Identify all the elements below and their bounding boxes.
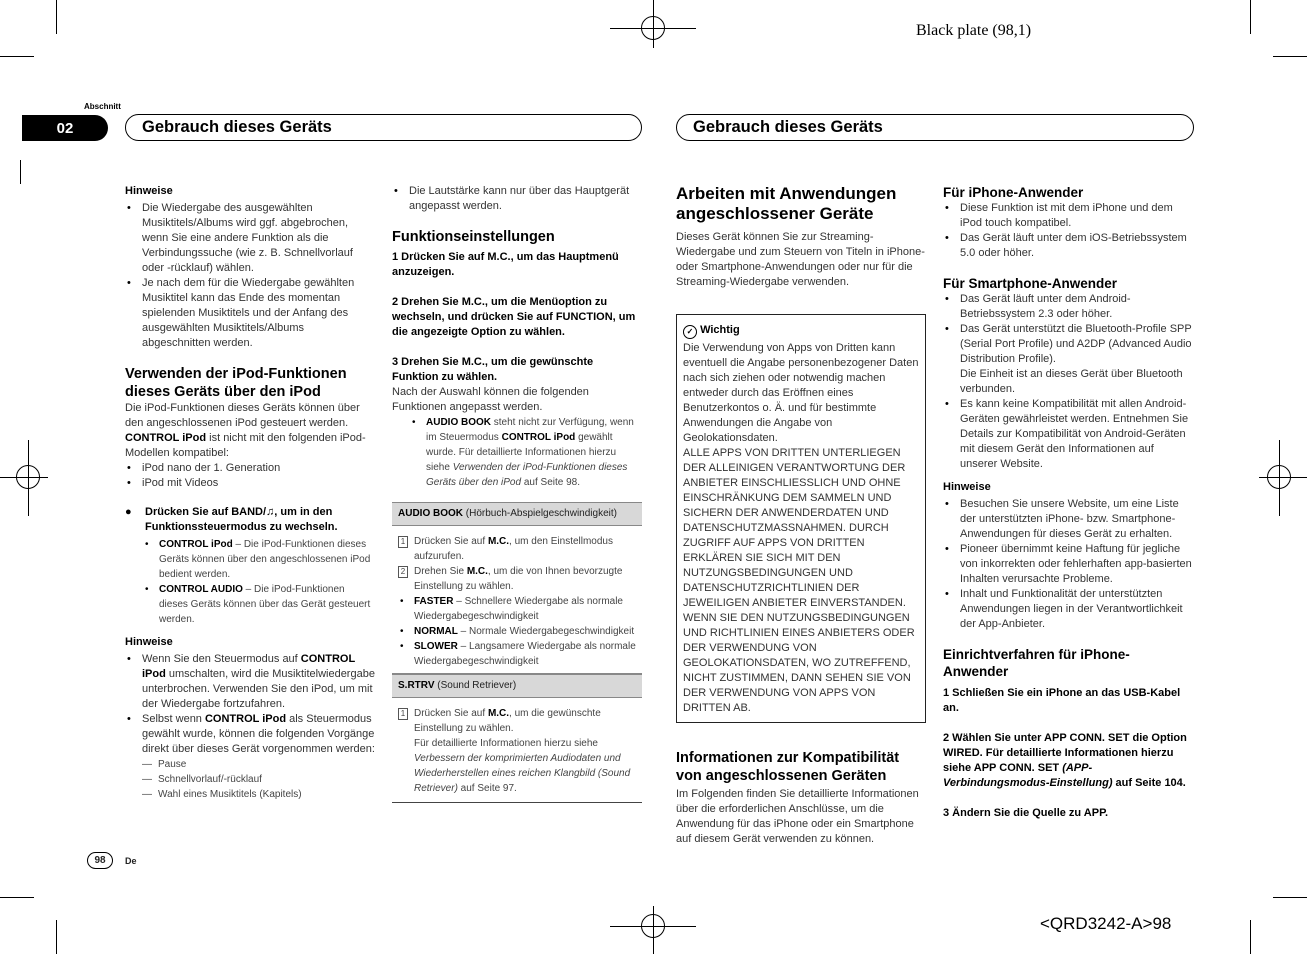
- list-item: • Es kann keine Kompatibilität mit allen Android-Geräten gewährleistet werden. Entnehmen Sie Details zur Kompatibilität von Android-Geräten mit diesem Gerät den Informationen auf unserer Website.: [943, 397, 1193, 472]
- crop-mark: [56, 920, 57, 954]
- list-item: • SLOWER – Langsamere Wiedergabe als normale Wiedergabegeschwindigkeit: [398, 639, 642, 669]
- crop-mark: [0, 897, 34, 898]
- hinweise-title: Hinweise: [125, 636, 173, 648]
- step-1: 1 Drücken Sie auf M.C., um das Hauptmenü anzuzeigen.: [392, 251, 619, 278]
- column-4: [943, 184, 1193, 821]
- compat-heading: Informationen zur Kompatibilität von angeschlossenen Geräten: [676, 750, 900, 784]
- list-item: • Diese Funktion ist mit dem iPhone und dem iPod touch kompatibel.: [943, 201, 1193, 231]
- audiobook-table-header: AUDIO BOOK (Hörbuch-Abspielgeschwindigkeit): [392, 502, 642, 526]
- hinweise-title: Hinweise: [943, 481, 991, 493]
- crop-mark: [1250, 920, 1251, 954]
- crop-mark: [56, 0, 57, 34]
- apps-paragraph: Dieses Gerät können Sie zur Streaming-Wiedergabe und zum Steuern von Titeln in iPhone- oder Smartphone-Anwendungen oder nur für die Streaming-Wiedergabe verwenden.: [676, 231, 925, 288]
- model-list: [125, 461, 375, 491]
- crop-mark: [0, 56, 34, 57]
- list-item: • NORMAL – Normale Wiedergabegeschwindigkeit: [398, 624, 642, 639]
- ipod-paragraph: Die iPod-Funktionen dieses Geräts können über den angeschlossenen iPod gesteuert werden.: [125, 402, 360, 429]
- list-item: — Pause: [142, 757, 375, 772]
- column-3: [676, 184, 926, 847]
- press-step: ● Drücken Sie auf BAND/♫, um in den Funktionssteuermodus zu wechseln.: [125, 506, 338, 533]
- setup-heading: Einrichtverfahren für iPhone-Anwender: [943, 647, 1130, 679]
- warning-icon: ✓: [683, 325, 697, 339]
- column-1: [125, 184, 375, 802]
- registration-line: [653, 0, 654, 48]
- list-item: • Das Gerät läuft unter dem iOS-Betriebssystem 5.0 oder höher.: [943, 231, 1193, 261]
- section-label: Abschnitt: [84, 102, 121, 111]
- list-item: — Schnellvorlauf/-rücklauf: [142, 772, 375, 787]
- table-row: 1 Drücken Sie auf M.C., um die gewünschte Einstellung zu wählen. Für detaillierte Informationen hierzu siehe Verbessern der komprimierten Audiodaten und Wiederherstellen eines reichen Klangbild (Sound Retriever) auf Seite 97.: [392, 706, 642, 796]
- compat-paragraph: Im Folgenden finden Sie detaillierte Informationen über die erforderlichen Anschlüsse, um die Anwendung für das iPhone oder ein Smartphone auf diesem Gerät verwenden zu können.: [676, 788, 919, 845]
- ipod-compat-paragraph: CONTROL iPod ist nicht mit den folgenden iPod-Modellen kompatibel:: [125, 432, 366, 459]
- list-item: — Wahl eines Musiktitels (Kapitels): [142, 787, 375, 802]
- plate-label: Black plate (98,1): [916, 22, 1032, 39]
- step-2: 2 Drehen Sie M.C., um die Menüoption zu wechseln, und drücken Sie auf FUNCTION, um die angezeigte Option zu wählen.: [392, 296, 636, 338]
- function-settings-heading: Funktionseinstellungen: [392, 229, 555, 245]
- list-item: • iPod nano der 1. Generation: [125, 461, 375, 476]
- ipod-heading: Verwenden der iPod-Funktionen dieses Geräts über den iPod: [125, 366, 347, 400]
- sound-retriever-table-body: [392, 698, 642, 803]
- list-item: • Das Gerät unterstützt die Bluetooth-Profile SPP (Serial Port Profile) und A2DP (Advanced Audio Distribution Profile). Die Einheit ist an dieses Gerät über Bluetooth verbunden.: [943, 322, 1193, 397]
- setup-step-2: 2 Wählen Sie unter APP CONN. SET die Option WIRED. Für detaillierte Informationen hierzu siehe APP CONN. SET (APP-Verbindungsmodus-Einstellung) auf Seite 104.: [943, 732, 1187, 789]
- registration-line: [1259, 477, 1307, 478]
- important-title: ✓ Wichtig: [683, 323, 919, 339]
- hinweise-list: [125, 652, 375, 757]
- list-item: • Die Wiedergabe des ausgewählten Musiktitels/Albums wird ggf. abgebrochen, wenn Sie eine andere Funktion als die Verbindungssuche (wie z. B. Schnellvorlauf oder -rücklauf) wählen.: [125, 201, 375, 276]
- speed-list: [392, 594, 642, 669]
- hinweise-list: [125, 201, 375, 351]
- audiobook-table-body: [392, 526, 642, 674]
- column-2: [392, 184, 642, 803]
- operation-list: [125, 757, 375, 802]
- registration-line: [1279, 440, 1280, 516]
- crop-mark: [20, 160, 21, 184]
- smartphone-list: [943, 292, 1193, 472]
- setup-step-1: 1 Schließen Sie ein iPhone an das USB-Kabel an.: [943, 687, 1181, 714]
- smartphone-heading: Für Smartphone-Anwender: [943, 276, 1118, 291]
- important-disclaimer: ALLE APPS VON DRITTEN UNTERLIEGEN DER ALLEINIGEN VERANTWORTUNG DER ANBIETER EINSCHLIESSLICH UND OHNE EINSCHRÄNKUNG DEM SAMMELN UND SICHERN DER ANWENDERDATEN UND DATENSCHUTZMASSNAHMEN. DURCH ZUGRIFF AUF APPS VON DRITTEN ERKLÄREN SIE SICH MIT DEN NUTZUNGSBEDINGUNGEN UND DATENSCHUTZRICHTLINIEN DER JEWEILIGEN ANBIETER EINVERSTANDEN. WENN SIE DEN NUTZUNGSBEDINGUNGEN UND RICHTLINIEN EINES ANBIETERS ODER DER VERWENDUNG VON GEOLOKATIONSDATEN, WO ZUTREFFEND, NICHT ZUSTIMMEN, DANN SEHEN SIE VON DER VERWENDUNG VON APPS VON DRITTEN AB.: [683, 447, 915, 714]
- hinweise-list: [943, 497, 1193, 632]
- table-row: 1 Drücken Sie auf M.C., um den Einstellmodus aufzurufen.: [392, 534, 642, 564]
- print-code: <QRD3242-A>98: [1040, 914, 1172, 933]
- registration-line: [0, 477, 48, 478]
- apps-heading: Arbeiten mit Anwendungen angeschlossener Geräte: [676, 184, 897, 223]
- list-item: • Pioneer übernimmt keine Haftung für jegliche von inkorrekten oder fehlerhaften app-basierten Inhalten verursachte Probleme.: [943, 542, 1193, 587]
- list-item: • Je nach dem für die Wiedergabe gewählten Musiktitel kann das Ende des momentan spielenden Musiktitels und der Anfang des ausgewählten Musiktitels/Albums abgeschnitten werden.: [125, 276, 375, 351]
- audiobook-note-list: [392, 415, 642, 490]
- volume-note-list: [392, 184, 642, 214]
- crop-mark: [1273, 56, 1307, 57]
- right-header-title: Gebrauch dieses Geräts: [676, 114, 1194, 141]
- sound-retriever-table-header: S.RTRV (Sound Retriever): [392, 674, 642, 698]
- crop-mark: [1273, 897, 1307, 898]
- list-item: • Besuchen Sie unsere Website, um eine Liste der unterstützten iPhone- bzw. Smartphone-Anwendungen für dieses Gerät zu erhalten.: [943, 497, 1193, 542]
- chapter-number: 02: [22, 115, 108, 141]
- table-row: 2 Drehen Sie M.C., um die von Ihnen bevorzugte Einstellung zu wählen.: [392, 564, 642, 594]
- mode-list: [125, 537, 375, 627]
- list-item: • AUDIO BOOK steht nicht zur Verfügung, wenn im Steuermodus CONTROL iPod gewählt wurde. Für detaillierte Informationen hierzu siehe Verwenden der iPod-Funktionen dieses Geräts über den iPod auf Seite 98.: [410, 415, 642, 490]
- list-item: • FASTER – Schnellere Wiedergabe als normale Wiedergabegeschwindigkeit: [398, 594, 642, 624]
- page-number: 98: [87, 852, 113, 869]
- step-3-text: Nach der Auswahl können die folgenden Funktionen angepasst werden.: [392, 386, 589, 413]
- crop-mark: [1250, 0, 1251, 34]
- setup-step-3: 3 Ändern Sie die Quelle zu APP.: [943, 807, 1109, 819]
- list-item: • Die Lautstärke kann nur über das Hauptgerät angepasst werden.: [392, 184, 642, 214]
- left-header-title: Gebrauch dieses Geräts: [125, 114, 642, 141]
- list-item: • CONTROL iPod – Die iPod-Funktionen dieses Geräts können über den angeschlossenen iPod bedient werden.: [143, 537, 375, 582]
- list-item: • Selbst wenn CONTROL iPod als Steuermodus gewählt wurde, können die folgenden Vorgänge direkt über dieses Gerät vorgenommen werden:: [125, 712, 375, 757]
- iphone-list: [943, 201, 1193, 261]
- list-item: • Wenn Sie den Steuermodus auf CONTROL iPod umschalten, wird die Musiktitelwiedergabe unterbrochen. Verwenden Sie den iPod, um mit der Wiedergabe fortzufahren.: [125, 652, 375, 712]
- registration-line: [28, 440, 29, 516]
- language-label: De: [125, 856, 137, 866]
- list-item: • iPod mit Videos: [125, 476, 375, 491]
- registration-line: [653, 906, 654, 954]
- list-item: • Das Gerät läuft unter dem Android-Betriebssystem 2.3 oder höher.: [943, 292, 1193, 322]
- list-item: • Inhalt und Funktionalität der unterstützten Anwendungen liegen in der Verantwortlichkeit der App-Anbieter.: [943, 587, 1193, 632]
- step-3: 3 Drehen Sie M.C., um die gewünschte Funktion zu wählen.: [392, 356, 594, 383]
- important-paragraph: Die Verwendung von Apps von Dritten kann eventuell die Angabe personenbezogener Daten nach sich ziehen oder notwendig machen entweder durch das Eröffnen eines Benutzerkontos o. Ä. und für bestimmte Anwendungen die Angabe von Geolokationsdaten.: [683, 342, 919, 444]
- iphone-heading: Für iPhone-Anwender: [943, 185, 1084, 200]
- important-box: [676, 314, 926, 723]
- hinweise-title: Hinweise: [125, 185, 173, 197]
- list-item: • CONTROL AUDIO – Die iPod-Funktionen dieses Geräts können über das Gerät gesteuert werden.: [143, 582, 375, 627]
